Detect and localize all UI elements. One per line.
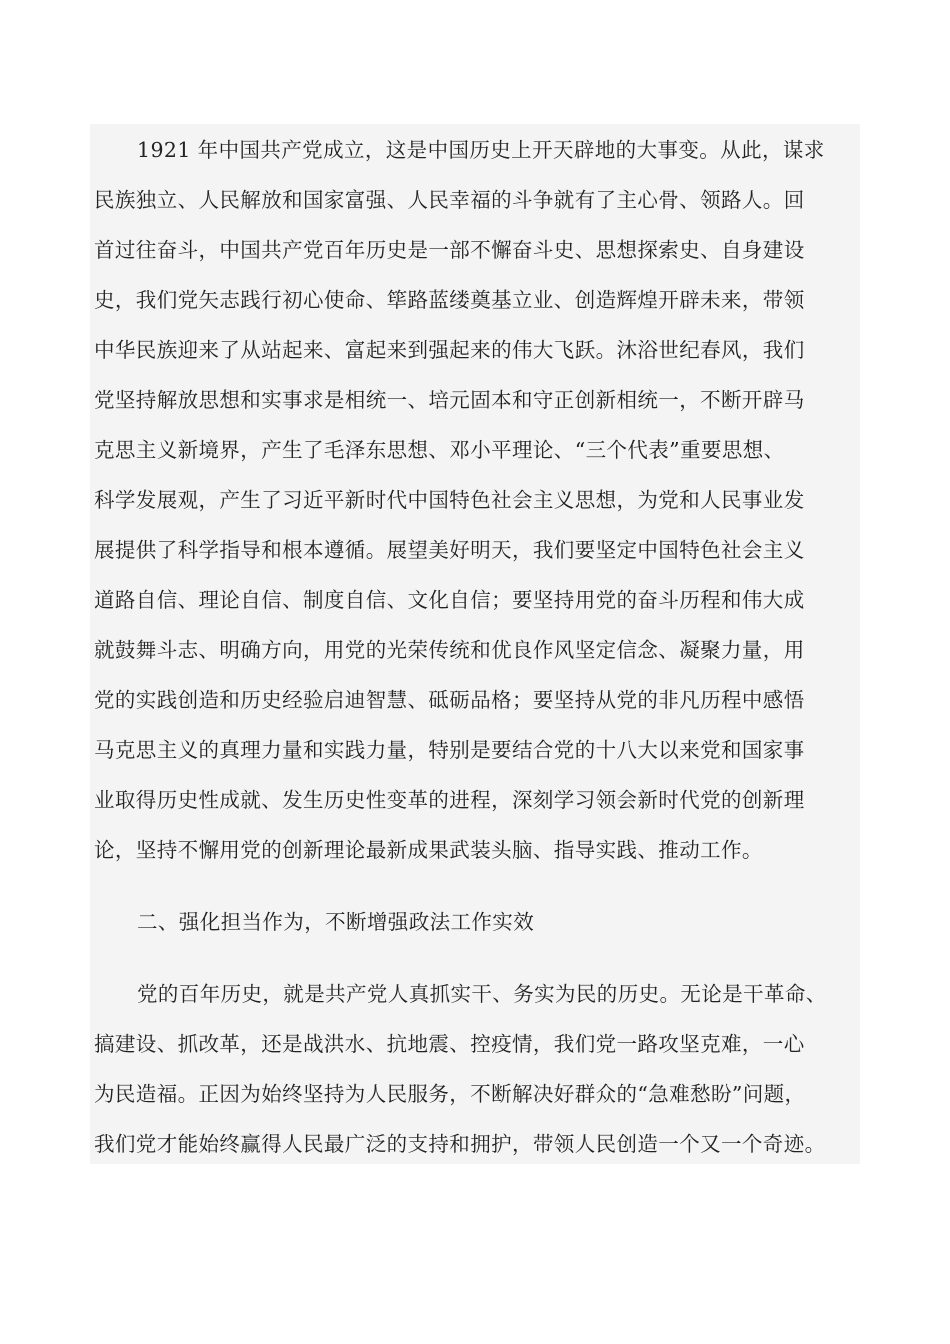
- paragraph-2-line-1: 党的百年历史，就是共产党人真抓实干、务实为民的历史。无论是干革命、: [137, 982, 827, 1006]
- paragraph-2-line-4: 我们党才能始终赢得人民最广泛的支持和拥护，带领人民创造一个又一个奇迹。: [94, 1132, 826, 1156]
- paragraph-1-line-4: 史，我们党矢志践行初心使命、筚路蓝缕奠基立业、创造辉煌开辟未来，带领: [94, 288, 805, 312]
- paragraph-1-line-9: 展提供了科学指导和根本遵循。展望美好明天，我们要坚定中国特色社会主义: [94, 538, 805, 562]
- paragraph-2-line-2: 搞建设、抓改革，还是战洪水、抗地震、控疫情，我们党一路攻坚克难，一心: [94, 1032, 805, 1056]
- paragraph-1-line-5: 中华民族迎来了从站起来、富起来到强起来的伟大飞跃。沐浴世纪春风，我们: [94, 338, 805, 362]
- paragraph-1-line-6: 党坚持解放思想和实事求是相统一、培元固本和守正创新相统一，不断开辟马: [94, 388, 805, 412]
- paragraph-1-line-2: 民族独立、人民解放和国家富强、人民幸福的斗争就有了主心骨、领路人。回: [94, 188, 805, 212]
- paragraph-1-line-7: 克思主义新境界，产生了毛泽东思想、邓小平理论、“三个代表”重要思想、: [94, 438, 785, 462]
- paragraph-1-line-1: 1921 年中国共产党成立，这是中国历史上开天辟地的大事变。从此，谋求: [137, 138, 825, 162]
- section-heading: 二、强化担当作为，不断增强政法工作实效: [137, 910, 535, 934]
- paragraph-1-line-13: 马克思主义的真理力量和实践力量，特别是要结合党的十八大以来党和国家事: [94, 738, 805, 762]
- paragraph-1-line-11: 就鼓舞斗志、明确方向，用党的光荣传统和优良作风坚定信念、凝聚力量，用: [94, 638, 805, 662]
- paragraph-1-line-15: 论，坚持不懈用党的创新理论最新成果武装头脑、指导实践、推动工作。: [94, 838, 763, 862]
- paragraph-1-line-3: 首过往奋斗，中国共产党百年历史是一部不懈奋斗史、思想探索史、自身建设: [94, 238, 805, 262]
- paragraph-1-line-8: 科学发展观，产生了习近平新时代中国特色社会主义思想，为党和人民事业发: [94, 488, 805, 512]
- paragraph-1-line-10: 道路自信、理论自信、制度自信、文化自信；要坚持用党的奋斗历程和伟大成: [94, 588, 805, 612]
- paragraph-1-line-14: 业取得历史性成就、发生历史性变革的进程，深刻学习领会新时代党的创新理: [94, 788, 805, 812]
- paragraph-1-line-12: 党的实践创造和历史经验启迪智慧、砥砺品格；要坚持从党的非凡历程中感悟: [94, 688, 805, 712]
- paragraph-2-line-3: 为民造福。正因为始终坚持为人民服务，不断解决好群众的“急难愁盼”问题，: [94, 1082, 806, 1106]
